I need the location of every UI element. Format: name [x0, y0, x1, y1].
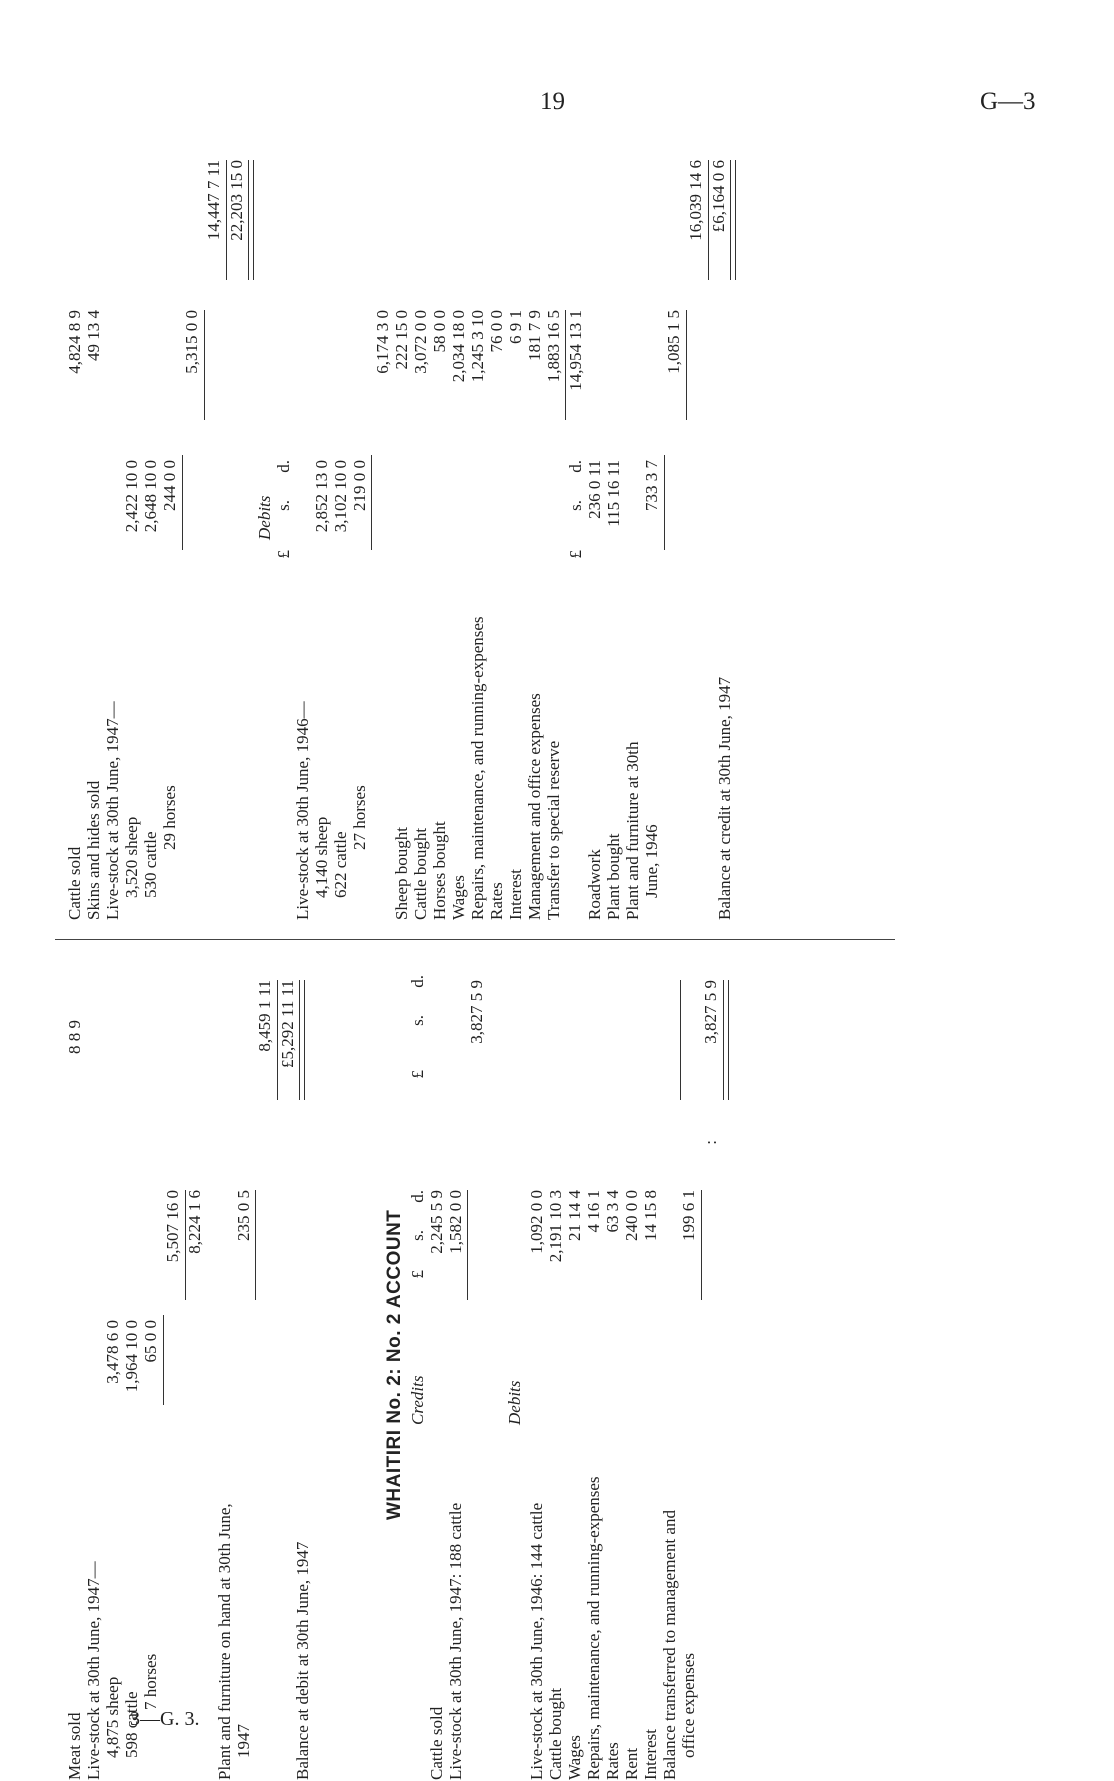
cattle-amount: 1,964 10 0: [122, 1320, 141, 1393]
debit-amount: 63 3 4: [603, 1190, 622, 1233]
debit-label: Live-stock at 30th June, 1946: 144 cattle: [527, 1502, 546, 1780]
sheep-amount: 2,852 13 0: [312, 460, 331, 533]
debit-amount: 181 7 9: [525, 310, 544, 361]
footer-code: 3—G. 3.: [130, 1708, 200, 1730]
rule: [371, 455, 372, 550]
cattle-sold-amount: 4,824 8 9: [65, 310, 84, 374]
debit-amount: 58 0 0: [430, 310, 449, 353]
dots: :: [701, 1140, 720, 1145]
balance-credit-amount: £6,164 0 6: [709, 160, 728, 233]
debit-amount: 199 6 1: [679, 1190, 698, 1241]
rule: [255, 1190, 256, 1300]
roadwork-label: Roadwork: [585, 849, 604, 920]
plant-furniture-year: June, 1946: [642, 824, 661, 898]
debit-label: Sheep bought: [392, 826, 411, 920]
shillings-head: s.: [408, 1015, 427, 1026]
capital-total: 1,085 1 5: [664, 310, 683, 374]
debit-label: Wages: [449, 875, 468, 920]
livestock-1947-label: Live-stock at 30th June, 1947: 188 cattle: [446, 1502, 465, 1780]
meat-sold-amount: 8 8 9: [65, 1020, 84, 1054]
debit-label: Cattle bought: [546, 1687, 565, 1780]
sheep-amount: 2,422 10 0: [122, 460, 141, 533]
debit-label: Management and office expenses: [525, 693, 544, 920]
cattle-sold-amount: 2,245 5 9: [427, 1190, 446, 1254]
double-rule: [730, 160, 736, 280]
debit-amount: 14 15 8: [641, 1190, 660, 1241]
double-rule: [723, 980, 729, 1100]
pence-head: d.: [408, 1190, 427, 1203]
horses-label: 7 horses: [141, 1653, 160, 1710]
debit-amount: 2,191 10 3: [546, 1190, 565, 1263]
debit-amount: 1,092 0 0: [527, 1190, 546, 1254]
debit-label: Wages: [565, 1735, 584, 1780]
page-number: 19: [540, 88, 565, 115]
debits-total: 3,827 5 9: [701, 980, 720, 1044]
sheep-label: 4,875 sheep: [103, 1676, 122, 1758]
debit-amount: 76 0 0: [487, 310, 506, 353]
debit-label: Transfer to special reserve: [544, 740, 563, 920]
whaitiri-title: WHAITIRI No. 2: No. 2 ACCOUNT: [384, 1209, 405, 1520]
livestock-1946-label: Live-stock at 30th June, 1946—: [293, 701, 312, 920]
debit-label: Interest: [506, 869, 525, 920]
debit-label: Repairs, maintenance, and running-expenses: [584, 1476, 603, 1780]
rule: [163, 1315, 164, 1405]
plant-furniture-amount: 733 3 7: [642, 460, 661, 511]
livestock-total: 5,507 16 0: [163, 1190, 182, 1263]
pounds-head: £: [566, 550, 585, 559]
double-rule: [248, 160, 254, 280]
livestock-1947-label: Live-stock at 30th June, 1947—: [103, 701, 122, 920]
pence-head: d.: [566, 460, 585, 473]
pounds-head: £: [408, 1070, 427, 1079]
debit-amount: 240 0 0: [622, 1190, 641, 1241]
plant-amount: 235 0 5: [234, 1190, 253, 1241]
rule: [204, 310, 205, 420]
horses-amount: 244 0 0: [160, 460, 179, 511]
cattle-amount: 3,102 10 0: [331, 460, 350, 533]
plant-label-year: 1947: [234, 1724, 253, 1758]
page-code: G—3: [980, 88, 1036, 115]
grand-total: 22,203 15 0: [227, 160, 246, 241]
shillings-head: s.: [274, 500, 293, 511]
debit-label: office expenses: [679, 1653, 698, 1758]
debit-label: Rent: [622, 1747, 641, 1780]
roadwork-amount: 236 0 11: [585, 460, 604, 519]
credits-total: 14,447 7 11: [204, 160, 223, 241]
pounds-head: £: [274, 550, 293, 559]
debit-amount: 1,883 16 5: [544, 310, 563, 383]
livestock-1947-label: Live-stock at 30th June, 1947—: [84, 1561, 103, 1780]
plant-bought-amount: 115 16 11: [604, 460, 623, 527]
pounds-head: £: [408, 1270, 427, 1279]
debit-amount: 1,245 3 10: [468, 310, 487, 383]
debit-label: Repairs, maintenance, and running-expenses: [468, 616, 487, 920]
horses-amount: 219 0 0: [350, 460, 369, 511]
debits-heading: Debits: [255, 495, 274, 540]
cattle-label: 530 cattle: [141, 831, 160, 898]
skins-hides-label: Skins and hides sold: [84, 780, 103, 920]
rule: [701, 1190, 702, 1300]
horses-label: 27 horses: [350, 785, 369, 850]
debits-total: 16,039 14 6: [686, 160, 705, 241]
subtotal: 8,224 1 6: [185, 1190, 204, 1254]
column-separator: [55, 939, 895, 940]
debit-label: Cattle bought: [411, 827, 430, 920]
livestock-1947-amount: 1,582 0 0: [446, 1190, 465, 1254]
sheep-label: 3,520 sheep: [122, 816, 141, 898]
debits-subtotal: 14,954 13 1: [566, 310, 585, 391]
cattle-sold-label: Cattle sold: [427, 1706, 446, 1780]
credits-total: 3,827 5 9: [467, 980, 486, 1044]
cattle-label: 598 cattle: [122, 1691, 141, 1758]
debit-label: Horses bought: [430, 821, 449, 920]
rule: [182, 455, 183, 550]
sheep-amount: 3,478 6 0: [103, 1320, 122, 1384]
debit-label: Rates: [487, 882, 506, 920]
total-a: 8,459 1 11: [255, 980, 274, 1052]
balance-debit-amount: £5,292 11 11: [278, 980, 297, 1068]
cattle-label: 622 cattle: [331, 831, 350, 898]
plant-bought-label: Plant bought: [604, 833, 623, 920]
cattle-amount: 2,648 10 0: [141, 460, 160, 533]
rotated-table: [55, 120, 915, 1780]
debit-amount: 2,034 18 0: [449, 310, 468, 383]
meat-sold-label: Meat sold: [65, 1712, 84, 1780]
plant-furniture-label: Plant and furniture at 30th: [623, 741, 642, 920]
debit-amount: 21 14 4: [565, 1190, 584, 1241]
right-column: [55, 120, 915, 920]
debit-label: Interest: [641, 1729, 660, 1780]
debit-label: Rates: [603, 1742, 622, 1780]
balance-credit-label: Balance at credit at 30th June, 1947: [715, 676, 734, 920]
pence-head: d.: [408, 975, 427, 988]
debit-amount: 6 9 1: [506, 310, 525, 344]
balance-debit-label: Balance at debit at 30th June, 1947: [293, 1541, 312, 1780]
cattle-sold-label: Cattle sold: [65, 846, 84, 920]
livestock-total: 5,315 0 0: [182, 310, 201, 374]
debit-label: Balance transferred to management and: [660, 1510, 679, 1780]
horses-label: 29 horses: [160, 785, 179, 850]
plant-label: Plant and furniture on hand at 30th June,: [215, 1503, 234, 1780]
rule: [680, 980, 681, 1100]
rule: [686, 310, 687, 420]
rule: [467, 1190, 468, 1300]
horses-amount: 65 0 0: [141, 1320, 160, 1363]
rule: [664, 455, 665, 550]
pence-head: d.: [274, 460, 293, 473]
sheep-label: 4,140 sheep: [312, 816, 331, 898]
debit-amount: 3,072 0 0: [411, 310, 430, 374]
livestock-1946-total: 6,174 3 0: [373, 310, 392, 374]
double-rule: [299, 980, 305, 1100]
credits-heading: Credits: [408, 1375, 427, 1425]
shillings-head: s.: [408, 1230, 427, 1241]
shillings-head: s.: [566, 500, 585, 511]
debits-heading: Debits: [505, 1380, 524, 1425]
skins-hides-amount: 49 13 4: [84, 310, 103, 361]
debit-amount: 222 15 0: [392, 310, 411, 370]
debit-amount: 4 16 1: [584, 1190, 603, 1233]
left-column: [55, 950, 915, 1780]
